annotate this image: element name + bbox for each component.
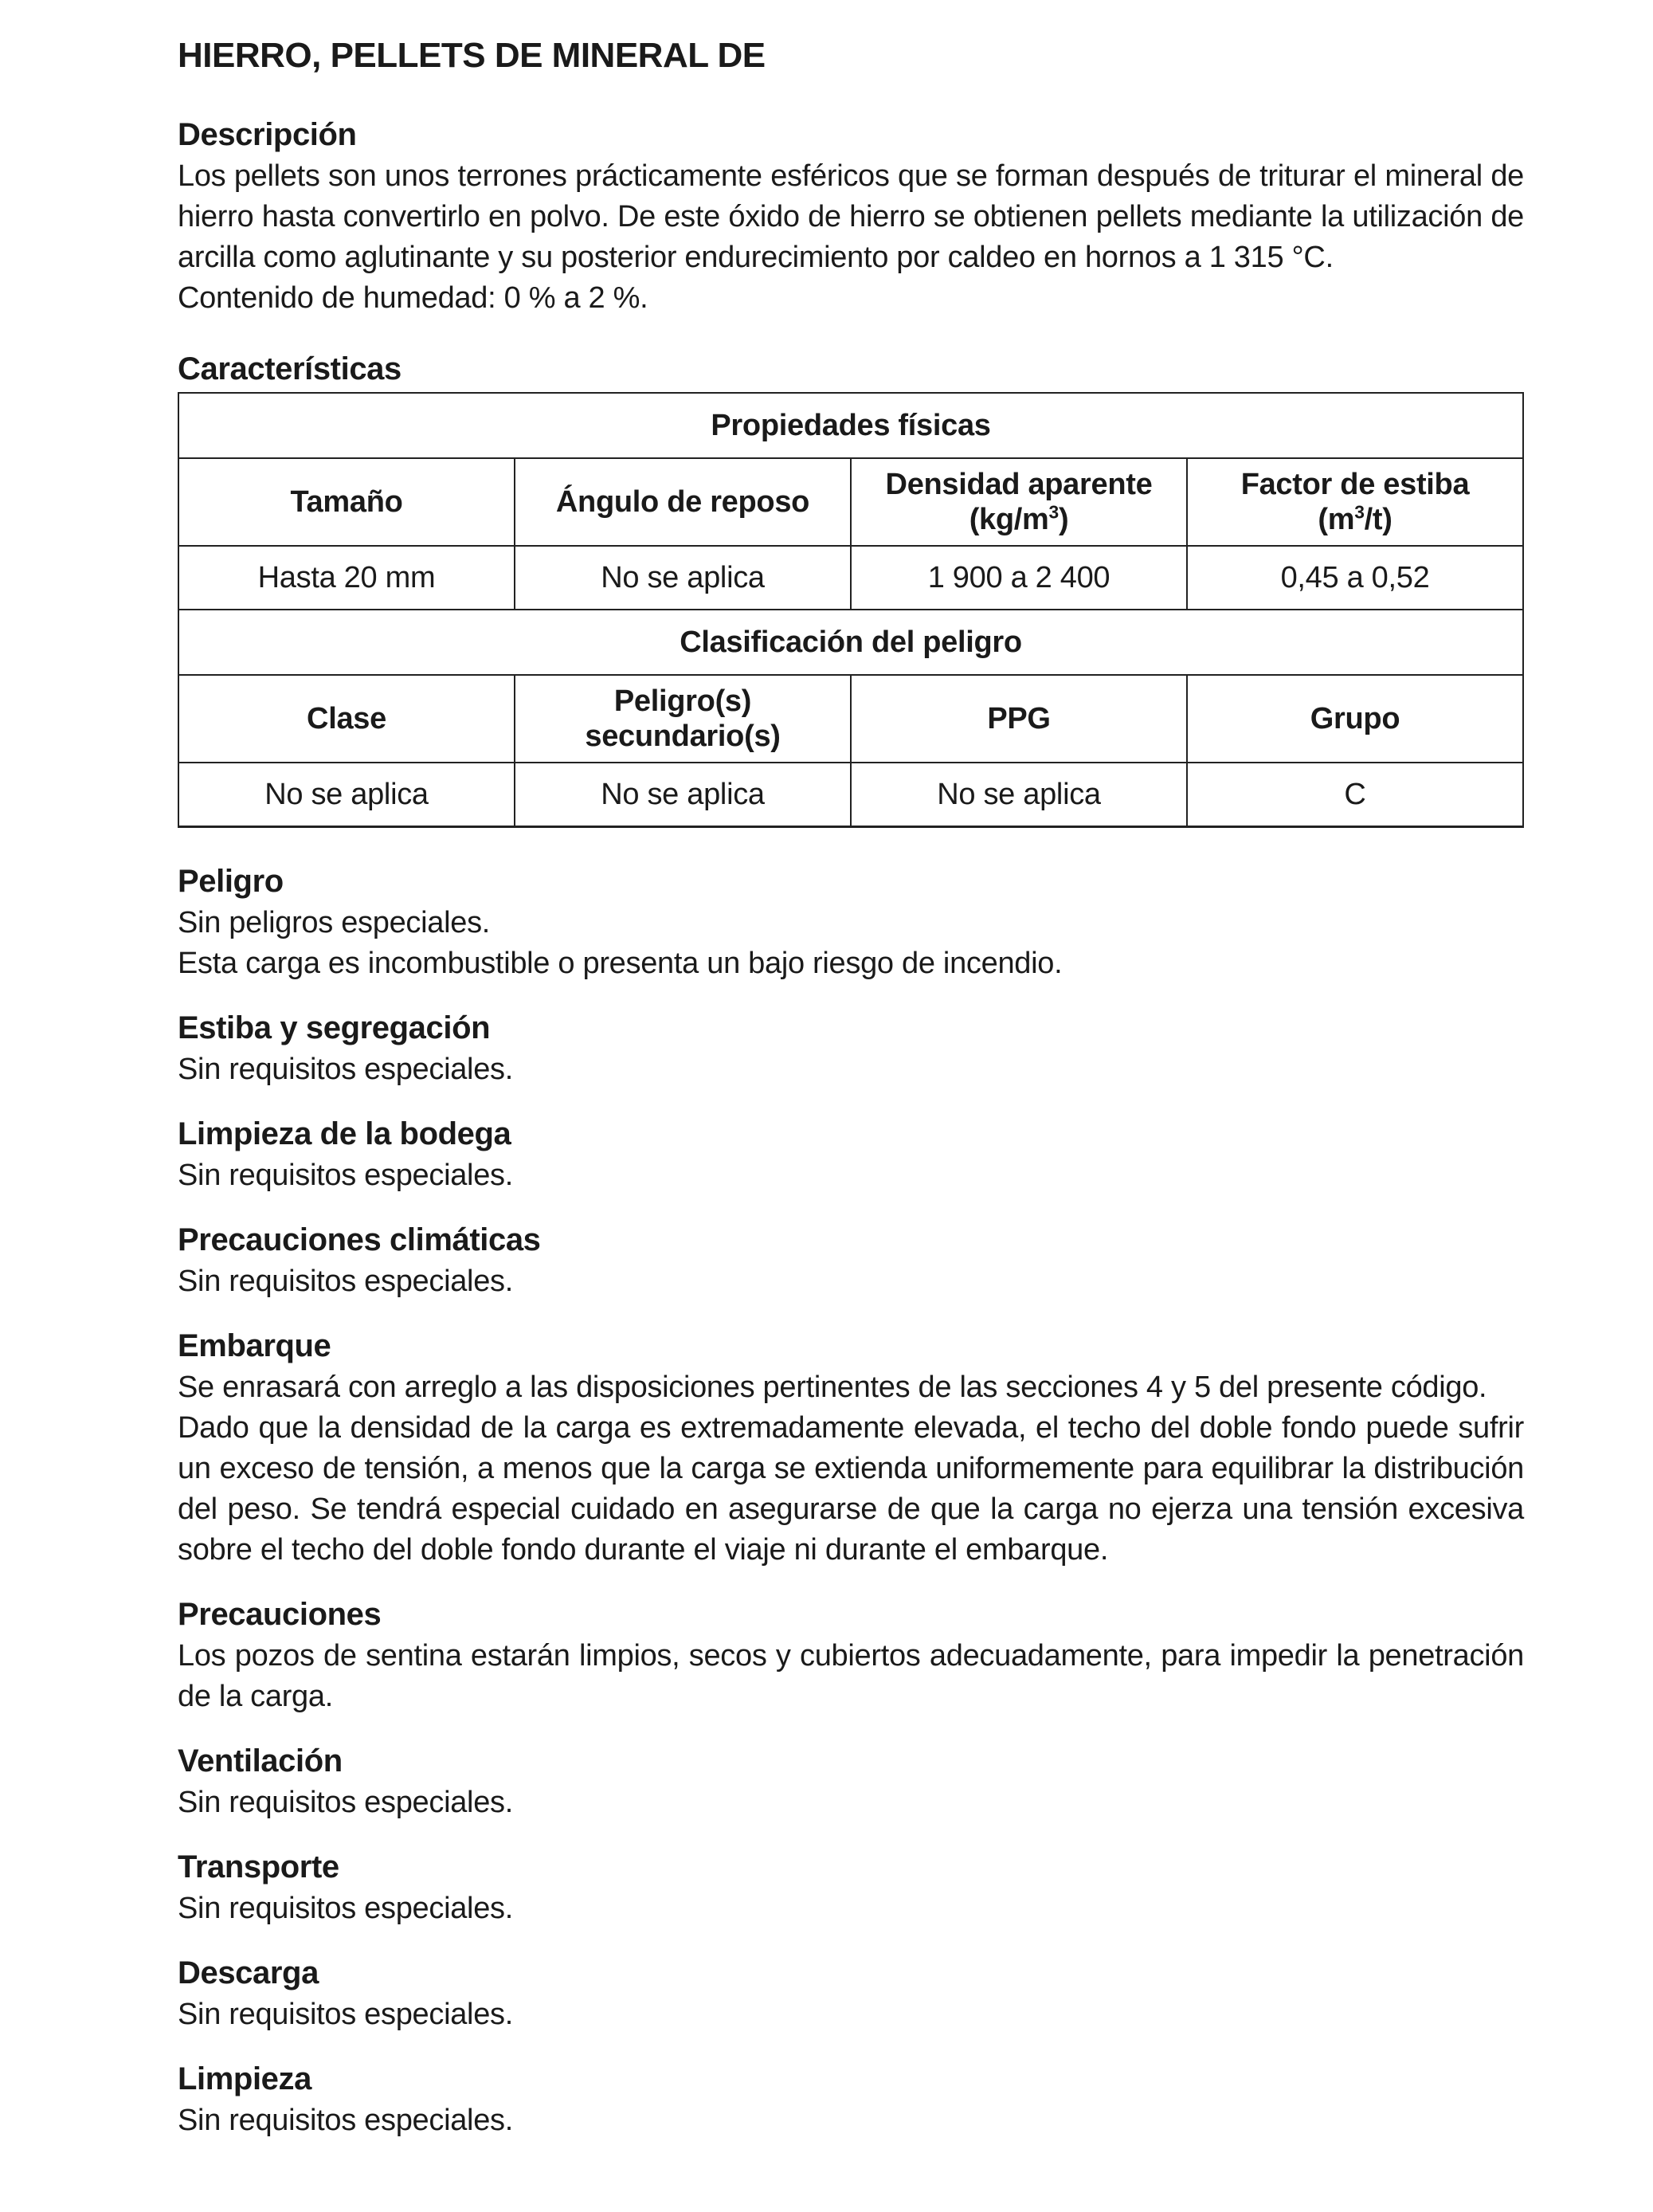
section-text: Dado que la densidad de la carga es extremadamente elevada, el techo del doble fondo puede sufrir un exceso de tensión, a menos que la carga se extienda uniformemente para equilibrar la distribución del peso. Se tendrá especial cuidado en asegurarse de que la carga no ejerza una tensión excesiva sobre el techo del doble fondo durante el viaje ni durante el embarque. — [178, 1411, 1524, 1567]
col-header-angle-of-repose: Ángulo de reposo — [515, 458, 851, 546]
section-limpieza-bodega — [178, 1112, 1524, 1196]
section-heading: Estiba y segregación — [178, 1010, 491, 1045]
col-header-class: Clase — [178, 675, 515, 763]
section-heading: Precauciones climáticas — [178, 1222, 541, 1257]
section-heading: Descarga — [178, 1955, 319, 1990]
section-text: Sin requisitos especiales. — [178, 1892, 513, 1925]
section-text: Sin requisitos especiales. — [178, 1159, 513, 1192]
cell-density: 1 900 a 2 400 — [851, 546, 1187, 610]
section-heading: Transporte — [178, 1849, 339, 1885]
section-peligro — [178, 860, 1524, 984]
section-embarque — [178, 1324, 1524, 1571]
section-text: Sin requisitos especiales. — [178, 2104, 513, 2137]
section-text: Los pozos de sentina estarán limpios, secos y cubiertos adecuadamente, para impedir la penetración de la carga. — [178, 1639, 1524, 1713]
cell-stowage: 0,45 a 0,52 — [1187, 546, 1523, 610]
section-estiba — [178, 1006, 1524, 1090]
section-text: Sin requisitos especiales. — [178, 1998, 513, 2031]
cell-angle: No se aplica — [515, 546, 851, 610]
section-ventilacion — [178, 1739, 1524, 1823]
section-heading: Descripción — [178, 117, 357, 152]
section-precauciones-climaticas — [178, 1218, 1524, 1302]
col-header-size: Tamaño — [178, 458, 515, 546]
section-text: Sin requisitos especiales. — [178, 1053, 513, 1086]
section-heading: Embarque — [178, 1328, 331, 1363]
document-title: HIERRO, PELLETS DE MINERAL DE — [178, 36, 766, 75]
section-transporte — [178, 1845, 1524, 1929]
section-caracteristicas — [178, 347, 1524, 828]
cell-class: No se aplica — [178, 763, 515, 827]
col-header-stowage-factor: Factor de estiba $(m^3/t)$ — [1187, 458, 1523, 546]
section-descripcion — [178, 113, 1524, 319]
section-heading: Peligro — [178, 864, 284, 899]
section-heading: Precauciones — [178, 1597, 382, 1632]
section-limpieza — [178, 2057, 1524, 2141]
section-precauciones — [178, 1593, 1524, 1717]
section-heading: Características — [178, 351, 401, 386]
document-page — [178, 32, 1524, 2163]
physical-properties-title: Propiedades físicas — [178, 393, 1523, 458]
table-row — [178, 763, 1523, 827]
section-text: Sin requisitos especiales. — [178, 1265, 513, 1298]
description-text: Los pellets son unos terrones prácticamente esféricos que se forman después de triturar el mineral de hierro hasta convertirlo en polvo. De este óxido de hierro se obtienen pellets mediante la utilización de arcilla como aglutinante y su posterior endurecimiento por caldeo en hornos a 1 315 °C. — [178, 159, 1524, 274]
col-header-ppg: PPG — [851, 675, 1187, 763]
col-header-secondary-hazard: Peligro(s) secundario(s) — [515, 675, 851, 763]
table-row — [178, 546, 1523, 610]
cell-size: Hasta 20 mm — [178, 546, 515, 610]
section-descarga — [178, 1951, 1524, 2035]
cell-secondary: No se aplica — [515, 763, 851, 827]
section-heading: Limpieza de la bodega — [178, 1116, 511, 1151]
section-text: Sin requisitos especiales. — [178, 1786, 513, 1819]
section-heading: Limpieza — [178, 2061, 311, 2096]
characteristics-table — [178, 392, 1524, 828]
cell-ppg: No se aplica — [851, 763, 1187, 827]
cell-group: C — [1187, 763, 1523, 827]
col-header-group: Grupo — [1187, 675, 1523, 763]
section-text: Sin peligros especiales. — [178, 906, 491, 939]
humidity-text: Contenido de humedad: 0 % a 2 %. — [178, 281, 648, 315]
hazard-classification-title: Clasificación del peligro — [178, 610, 1523, 675]
section-heading: Ventilación — [178, 1743, 343, 1779]
section-text: Esta carga es incombustible o presenta un bajo riesgo de incendio. — [178, 947, 1063, 980]
col-header-bulk-density: Densidad aparente $(kg/m^3)$ — [851, 458, 1187, 546]
section-text: Se enrasará con arreglo a las disposiciones pertinentes de las secciones 4 y 5 del presente código. — [178, 1371, 1487, 1404]
